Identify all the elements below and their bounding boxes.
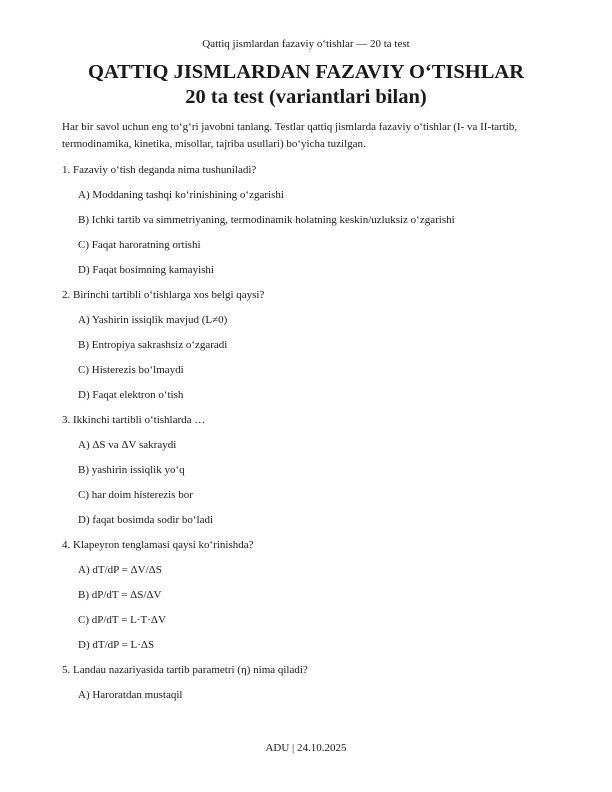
question-list <box>62 163 550 713</box>
question-text: 1. Fazaviy o‘tish deganda nima tushuniladi? <box>62 164 257 176</box>
running-header: Qattiq jismlardan fazaviy o‘tishlar — 20 ta test <box>202 38 410 50</box>
question-text: 2. Birinchi tartibli o‘tishlarga xos belgi qaysi? <box>62 289 265 301</box>
option-b: B) yashirin issiqlik yo‘q <box>78 464 185 476</box>
option-c: C) Faqat haroratning ortishi <box>78 239 201 251</box>
question-text: 4. Klapeyron tenglamasi qaysi ko‘rinishda? <box>62 539 254 551</box>
option-d: D) faqat bosimda sodir bo‘ladi <box>78 514 214 526</box>
option-b: B) dP/dT = ΔS/ΔV <box>78 589 162 601</box>
question-4 <box>62 538 550 663</box>
question-text: 3. Ikkinchi tartibli o‘tishlarda … <box>62 414 206 426</box>
title-line-2: 20 ta test (variantlari bilan) <box>185 86 427 108</box>
option-a: A) Moddaning tashqi ko‘rinishining o‘zgarishi <box>78 189 284 201</box>
option-c: C) Histerezis bo‘lmaydi <box>78 364 184 376</box>
option-d: D) Faqat elektron o‘tish <box>78 389 184 401</box>
option-a: A) ΔS va ΔV sakraydi <box>78 439 177 451</box>
question-2 <box>62 288 550 413</box>
option-a: A) Yashirin issiqlik mavjud (L≠0) <box>78 314 228 326</box>
question-3 <box>62 413 550 538</box>
title-line-1: QATTIQ JISMLARDAN FAZAVIY O‘TISHLAR <box>87 61 525 83</box>
question-text: 5. Landau nazariyasida tartib parametri (η) nima qiladi? <box>62 664 308 676</box>
option-a: A) Haroratdan mustaqil <box>78 689 183 701</box>
option-b: B) Entropiya sakrashsiz o‘zgaradi <box>78 339 228 351</box>
page-title <box>0 60 612 110</box>
option-c: C) har doim histerezis bor <box>78 489 193 501</box>
option-a: A) dT/dP = ΔV/ΔS <box>78 564 162 576</box>
option-c: C) dP/dT = L·T·ΔV <box>78 614 166 626</box>
question-5 <box>62 663 550 713</box>
question-1 <box>62 163 550 288</box>
page-footer: ADU | 24.10.2025 <box>265 742 347 754</box>
option-d: D) Faqat bosimning kamayishi <box>78 264 214 276</box>
option-b: B) Ichki tartib va simmetriyaning, termodinamik holatning keskin/uzluksiz o‘zgarishi <box>78 214 455 226</box>
option-d: D) dT/dP = L·ΔS <box>78 639 155 651</box>
intro-paragraph: Har bir savol uchun eng to‘g‘ri javobni tanlang. Testlar qattiq jismlarda fazaviy o‘tishlar (I- va II-tartib, termodinamika, kinetika, misollar, tajriba usullari) bo‘yicha tuzilgan. <box>62 121 518 150</box>
